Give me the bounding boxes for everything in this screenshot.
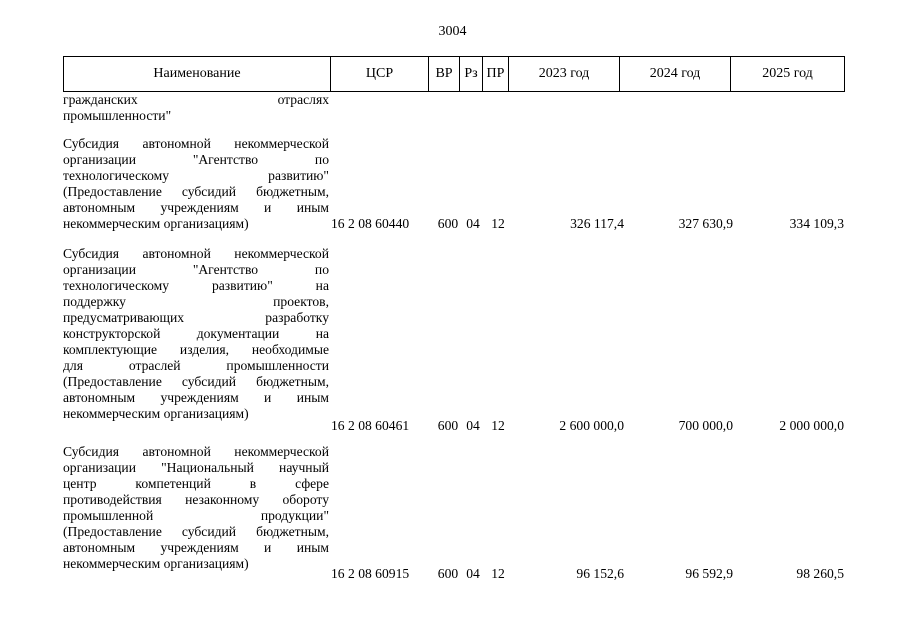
vr-cell: 600 [437, 418, 459, 433]
name-line: Субсидия автономной некоммерческой [63, 136, 329, 151]
name-line: автономным учреждениям и иным [63, 390, 329, 405]
vr-cell: 600 [437, 216, 459, 231]
name-line: промышленности" [63, 108, 172, 123]
rz-cell: 04 [466, 216, 480, 231]
header-pr: ПР [483, 57, 509, 92]
name-line: Субсидия автономной некоммерческой [63, 246, 329, 261]
name-line: (Предоставление субсидий бюджетным, [63, 374, 329, 389]
amount-2024-cell: 96 592,9 [685, 566, 733, 581]
header-2023: 2023 год [509, 57, 620, 92]
name-line: технологическому развитию" на [63, 278, 329, 293]
csr-cell: 16 2 08 60440 [331, 216, 410, 231]
name-line: (Предоставление субсидий бюджетным, [63, 524, 329, 539]
name-line: промышленной продукции" [63, 508, 329, 523]
header-rz: Рз [460, 57, 483, 92]
name-cell [63, 444, 329, 572]
name-line: предусматривающих разработку [63, 310, 329, 325]
name-line: некоммерческим организациям) [63, 556, 249, 571]
header-name: Наименование [64, 57, 331, 92]
header-2025: 2025 год [731, 57, 845, 92]
amount-2023-cell: 96 152,6 [576, 566, 624, 581]
rz-cell: 04 [466, 418, 480, 433]
name-line: комплектующие изделия, необходимые [63, 342, 329, 357]
name-line: организации "Агентство по [63, 262, 329, 277]
name-line: автономным учреждениям и иным [63, 540, 329, 555]
name-line: (Предоставление субсидий бюджетным, [63, 184, 329, 199]
name-line: гражданских отраслях [63, 92, 329, 107]
name-line: Субсидия автономной некоммерческой [63, 444, 329, 459]
name-line: некоммерческим организациям) [63, 406, 249, 421]
name-line: организации "Агентство по [63, 152, 329, 167]
amount-2025-cell: 334 109,3 [789, 216, 844, 231]
name-cell [63, 92, 329, 124]
table-row [63, 136, 844, 236]
table-row [63, 444, 844, 580]
name-line: поддержку проектов, [63, 294, 329, 309]
name-line: противодействия незаконному обороту [63, 492, 329, 507]
table-row [63, 246, 844, 433]
amount-2025-cell: 98 260,5 [796, 566, 844, 581]
table-header [63, 56, 845, 92]
header-csr: ЦСР [331, 57, 429, 92]
csr-cell: 16 2 08 60461 [331, 418, 410, 433]
name-line: конструкторской документации на [63, 326, 329, 341]
amount-2023-cell: 2 600 000,0 [559, 418, 624, 433]
name-line: для отраслей промышленности [63, 358, 329, 373]
pr-cell: 12 [491, 566, 505, 581]
csr-cell: 16 2 08 60915 [331, 566, 410, 581]
header-vr: ВР [429, 57, 460, 92]
name-cell [63, 246, 329, 422]
name-line: технологическому развитию" [63, 168, 329, 183]
header-2024: 2024 год [620, 57, 731, 92]
amount-2025-cell: 2 000 000,0 [779, 418, 844, 433]
amount-2023-cell: 326 117,4 [570, 216, 624, 231]
pr-cell: 12 [491, 216, 505, 231]
name-line: автономным учреждениям и иным [63, 200, 329, 215]
name-cell [63, 136, 329, 232]
name-line: центр компетенций в сфере [63, 476, 329, 491]
table-row-continuation [63, 92, 844, 126]
page-number: 3004 [438, 24, 467, 39]
name-line: некоммерческим организациям) [63, 216, 249, 231]
amount-2024-cell: 700 000,0 [678, 418, 733, 433]
name-line: организации "Национальный научный [63, 460, 329, 475]
amount-2024-cell: 327 630,9 [678, 216, 733, 231]
vr-cell: 600 [437, 566, 459, 581]
pr-cell: 12 [491, 418, 505, 433]
rz-cell: 04 [466, 566, 480, 581]
